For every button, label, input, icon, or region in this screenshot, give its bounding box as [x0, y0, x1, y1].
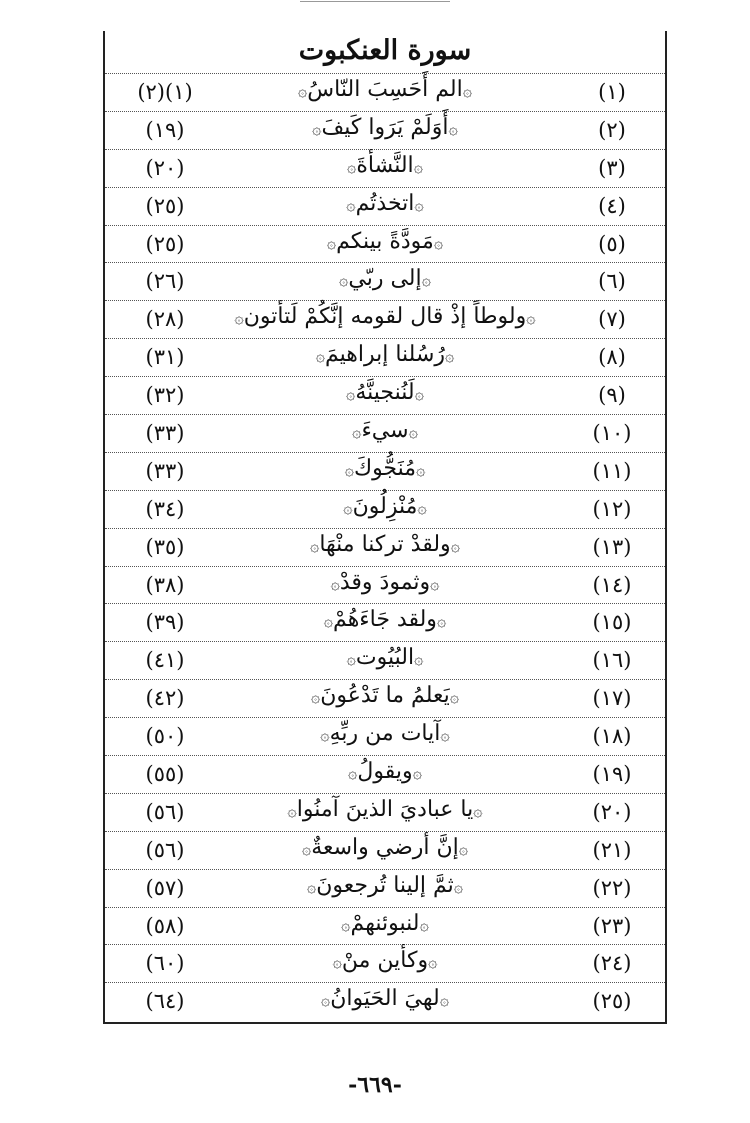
ornament-bracket-icon: ۞ — [234, 308, 244, 328]
ornament-bracket-icon: ۞ — [297, 81, 308, 100]
entry-reference: (٦٤) — [145, 989, 185, 1014]
ornament-bracket-icon: ۞ — [309, 535, 320, 555]
entry-phrase — [195, 380, 575, 405]
ornament-bracket-icon: ۞ — [344, 459, 354, 479]
entry-phrase — [195, 835, 575, 860]
entry-phrase — [195, 266, 575, 291]
entry-phrase — [195, 494, 575, 519]
entry-phrase — [195, 456, 575, 481]
list-item — [105, 566, 665, 604]
ornament-bracket-icon: ۞ — [448, 118, 458, 138]
entry-reference: (٢٨) — [145, 307, 185, 332]
entry-phrase-text: اتخذتُم — [355, 190, 415, 216]
entry-phrase — [195, 948, 575, 973]
entry-number: (٢٣) — [592, 913, 632, 938]
entry-phrase — [195, 570, 575, 595]
entry-number: (١١) — [592, 458, 632, 483]
ornament-bracket-icon: ۞ — [330, 573, 340, 593]
ornament-bracket-icon: ۞ — [346, 156, 357, 176]
entry-phrase — [195, 683, 575, 708]
entry-reference: (٥٨) — [145, 913, 185, 938]
page-title: سورة العنكبوت — [298, 35, 472, 66]
entry-number: (٢٥) — [592, 989, 632, 1014]
entry-reference: (٣٥) — [145, 534, 185, 559]
entry-reference: (٤٢) — [145, 686, 185, 711]
entry-phrase — [195, 191, 575, 216]
entry-reference: (٢٠) — [145, 155, 185, 180]
list-item — [105, 149, 665, 187]
entry-phrase — [195, 115, 575, 140]
entry-reference: (٣٣) — [145, 458, 185, 483]
entry-phrase — [195, 721, 575, 746]
ornament-bracket-icon: ۞ — [306, 876, 317, 896]
ornament-bracket-icon: ۞ — [352, 422, 362, 442]
ornament-bracket-icon: ۞ — [449, 687, 460, 707]
list-item — [105, 907, 665, 945]
entry-number: (١) — [598, 80, 626, 104]
entry-phrase — [195, 797, 575, 822]
entry-phrase-text: البُيُوت — [355, 645, 415, 671]
ornament-bracket-icon: ۞ — [332, 952, 342, 972]
entry-reference: (٢٥) — [145, 193, 185, 218]
entry-number: (١٣) — [592, 534, 632, 559]
entry-reference: (٣٣) — [145, 421, 185, 446]
entry-phrase-text: إنَّ أرضي واسعةٌ — [311, 834, 459, 860]
entry-number: (١٧) — [592, 686, 632, 711]
entry-reference: (٣١) — [145, 345, 185, 370]
entry-number: (١٤) — [592, 572, 632, 597]
entry-phrase — [195, 229, 575, 254]
entry-phrase-text: ثمَّ إلينا تُرجعونَ — [316, 872, 454, 898]
list-item — [105, 869, 665, 907]
entry-reference: (٢٦) — [145, 269, 185, 294]
entry-phrase — [195, 532, 575, 557]
entry-phrase-text: ولوطاً إذْ قال لقومه إنَّكُمْ لَتأتون — [243, 304, 527, 330]
ornament-bracket-icon: ۞ — [462, 81, 473, 100]
entry-phrase-text: وثمودَ وقدْ — [339, 569, 431, 595]
list-item — [105, 73, 665, 111]
entry-phrase-text: آيات من ربِّهِ — [329, 721, 441, 747]
entry-phrase — [195, 873, 575, 898]
entry-phrase-text: مُنْزِلُونَ — [352, 493, 418, 519]
entry-reference: (٥٦) — [145, 799, 185, 824]
entry-number: (٨) — [598, 345, 626, 370]
ornament-bracket-icon: ۞ — [453, 876, 464, 896]
entry-reference: (٣٨) — [145, 572, 185, 597]
entry-number: (١٠) — [592, 421, 632, 446]
ornament-bracket-icon: ۞ — [417, 497, 427, 517]
list-item — [105, 717, 665, 755]
entry-phrase-text: ولقدْ تركنا منْهَا — [319, 531, 451, 557]
entry-number: (٩) — [598, 383, 626, 408]
entry-number: (٦) — [598, 269, 626, 294]
entry-number: (١٢) — [592, 496, 632, 521]
entry-phrase-text: ولقد جَاءَهُمْ — [333, 607, 437, 633]
entry-reference: (٥٠) — [145, 724, 185, 749]
entry-phrase-text: لَنُنجينَّهُ — [355, 380, 415, 406]
entry-phrase-text: أَوَلَمْ يَرَوا كَيفَ — [321, 114, 449, 140]
ornament-bracket-icon: ۞ — [412, 763, 422, 783]
list-item — [105, 528, 665, 566]
ornament-bracket-icon: ۞ — [312, 118, 322, 138]
list-item — [105, 755, 665, 793]
list-item — [105, 187, 665, 225]
entry-number: (٥) — [598, 231, 626, 256]
ornament-bracket-icon: ۞ — [413, 156, 424, 176]
entry-number: (٧) — [598, 307, 626, 332]
entry-reference: (٦٠) — [145, 951, 185, 976]
entry-reference: (٥٧) — [145, 875, 185, 900]
entry-phrase-text: سيءَ — [361, 418, 409, 444]
entry-phrase-text: يَعلمُ ما تَدْعُونَ — [320, 683, 450, 709]
ornament-bracket-icon: ۞ — [408, 422, 418, 442]
ornament-bracket-icon: ۞ — [428, 952, 438, 972]
list-item — [105, 338, 665, 376]
list-item — [105, 111, 665, 149]
ornament-bracket-icon: ۞ — [301, 838, 312, 858]
entry-phrase-text: رُسُلنا إبراهيمَ — [324, 342, 446, 368]
entry-phrase-text: إلى ربّي — [348, 266, 422, 292]
ornament-bracket-icon: ۞ — [346, 649, 356, 669]
entry-phrase — [195, 607, 575, 632]
entry-number: (١٥) — [592, 610, 632, 635]
entry-reference: (٣٤) — [145, 496, 185, 521]
ornament-bracket-icon: ۞ — [416, 459, 426, 479]
list-item — [105, 641, 665, 679]
ornament-bracket-icon: ۞ — [315, 346, 325, 366]
ornament-bracket-icon: ۞ — [320, 990, 331, 1010]
entry-phrase-text: ويقولُ — [357, 759, 413, 785]
entry-number: (٢١) — [592, 837, 632, 862]
list-item — [105, 793, 665, 831]
entry-phrase-text: يا عباديَ الذينَ آمنُوا — [296, 796, 474, 822]
entry-number: (١٨) — [592, 724, 632, 749]
ornament-bracket-icon: ۞ — [450, 535, 461, 555]
ornament-bracket-icon: ۞ — [445, 346, 455, 366]
list-item — [105, 982, 665, 1020]
entry-phrase — [195, 645, 575, 670]
entry-reference: (٣٢) — [145, 383, 185, 408]
page-number: -٦٦٩- — [348, 1072, 402, 1098]
entry-reference: (١)(٢) — [137, 80, 193, 104]
entry-number: (٢) — [598, 117, 626, 142]
ornament-bracket-icon: ۞ — [419, 914, 429, 934]
top-rule — [300, 1, 450, 2]
entry-number: (٢٠) — [592, 799, 632, 824]
entry-phrase — [195, 304, 575, 329]
entry-phrase — [195, 153, 575, 178]
ornament-bracket-icon: ۞ — [414, 194, 424, 214]
entry-phrase — [195, 759, 575, 784]
ornament-bracket-icon: ۞ — [458, 838, 469, 858]
entry-phrase-text: مَودَّةً بينكم — [336, 228, 434, 254]
list-item — [105, 376, 665, 414]
ornament-bracket-icon: ۞ — [430, 573, 440, 593]
ornament-bracket-icon: ۞ — [339, 270, 349, 290]
entry-number: (٢٢) — [592, 875, 632, 900]
ornament-bracket-icon: ۞ — [341, 914, 351, 934]
list-item — [105, 944, 665, 982]
entry-reference: (٣٩) — [145, 610, 185, 635]
ornament-bracket-icon: ۞ — [348, 763, 358, 783]
list-item — [105, 603, 665, 641]
ornament-bracket-icon: ۞ — [473, 800, 483, 820]
table-frame — [103, 31, 667, 1024]
entry-phrase-text: النَّشأةَ — [356, 152, 414, 178]
entry-reference: (٢٥) — [145, 231, 185, 256]
ornament-bracket-icon: ۞ — [343, 497, 353, 517]
list-item — [105, 452, 665, 490]
list-item — [105, 300, 665, 338]
ornament-bracket-icon: ۞ — [310, 687, 321, 707]
entry-reference: (٤١) — [145, 648, 185, 673]
list-item — [105, 490, 665, 528]
ornament-bracket-icon: ۞ — [440, 725, 450, 745]
ornament-bracket-icon: ۞ — [436, 611, 447, 631]
ornament-bracket-icon: ۞ — [345, 384, 356, 404]
ornament-bracket-icon: ۞ — [439, 990, 450, 1010]
entry-reference: (٥٥) — [145, 762, 185, 787]
list-item — [105, 679, 665, 717]
ornament-bracket-icon: ۞ — [414, 649, 424, 669]
list-item — [105, 414, 665, 452]
list-item — [105, 831, 665, 869]
entry-phrase-text: لهيَ الحَيَوانُ — [330, 986, 440, 1012]
entries-list — [105, 73, 665, 1020]
entry-phrase — [195, 911, 575, 936]
list-item — [105, 262, 665, 300]
ornament-bracket-icon: ۞ — [346, 194, 356, 214]
ornament-bracket-icon: ۞ — [414, 384, 424, 404]
ornament-bracket-icon: ۞ — [323, 611, 334, 631]
entry-number: (٢٤) — [592, 951, 632, 976]
entry-reference: (٥٦) — [145, 837, 185, 862]
ornament-bracket-icon: ۞ — [421, 270, 431, 290]
entry-number: (١٩) — [592, 762, 632, 787]
ornament-bracket-icon: ۞ — [326, 232, 337, 252]
entry-number: (٣) — [598, 155, 626, 180]
ornament-bracket-icon: ۞ — [526, 308, 536, 328]
entry-phrase — [195, 418, 575, 443]
entry-phrase-text: وكأين منْ — [341, 948, 429, 974]
entry-number: (١٦) — [592, 648, 632, 673]
entry-phrase — [195, 986, 575, 1011]
list-item — [105, 225, 665, 263]
ornament-bracket-icon: ۞ — [287, 800, 297, 820]
entry-phrase — [195, 77, 575, 102]
entry-phrase-text: مُنَجُّوكَ — [353, 455, 417, 481]
ornament-bracket-icon: ۞ — [433, 232, 444, 252]
entry-phrase-text: الم أَحَسِبَ النّاسُ — [307, 77, 463, 102]
entry-phrase — [195, 342, 575, 367]
entry-number: (٤) — [598, 193, 626, 218]
entry-reference: (١٩) — [145, 117, 185, 142]
ornament-bracket-icon: ۞ — [320, 725, 330, 745]
entry-phrase-text: لنبوئنهمْ — [350, 910, 420, 936]
